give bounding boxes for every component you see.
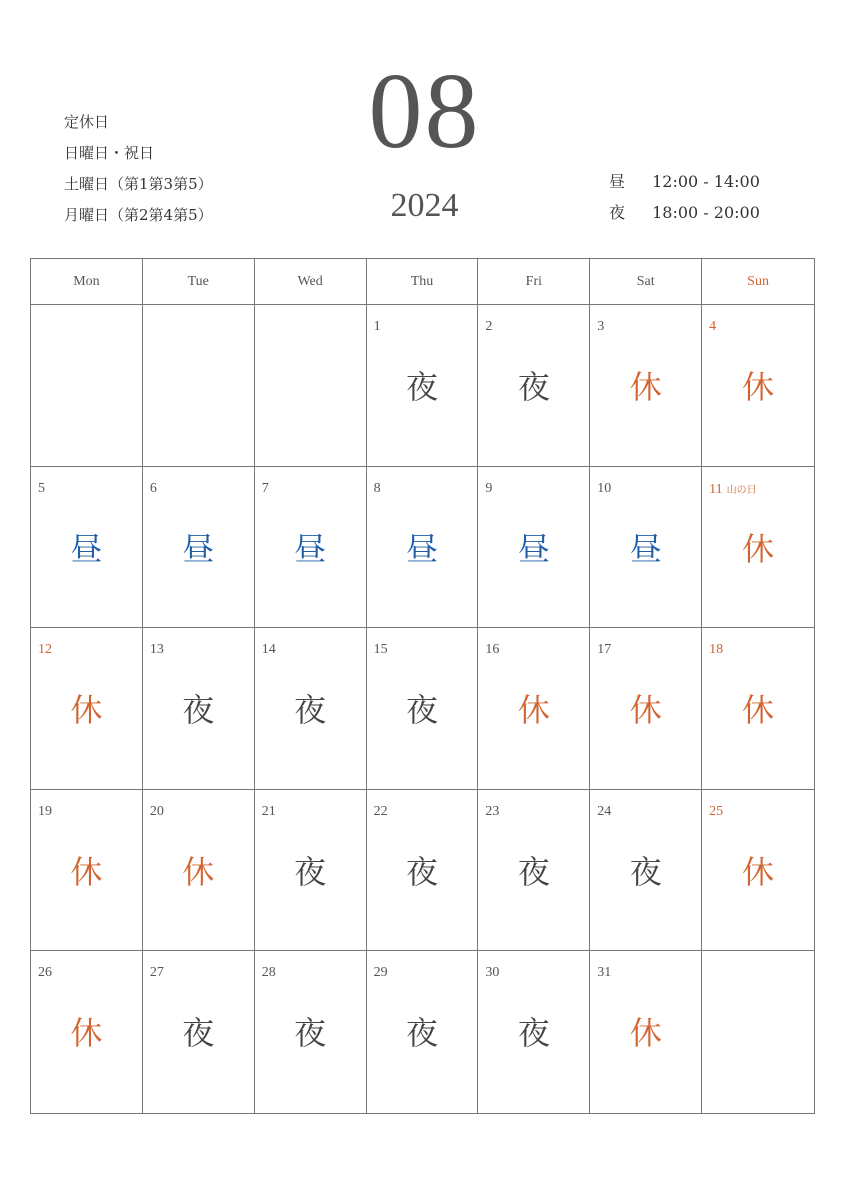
day-cell-13 — [143, 628, 255, 790]
dinner-time: 18:00 - 20:00 — [652, 203, 760, 222]
day-cell-7 — [255, 467, 367, 629]
day-cell-27 — [143, 951, 255, 1113]
status-night: 夜 — [405, 1014, 438, 1053]
weekday-header-sun: Sun — [702, 259, 814, 305]
day-number: 21 — [261, 803, 276, 819]
status-night: 夜 — [405, 852, 438, 891]
status-lunch: 昼 — [294, 529, 327, 568]
day-number: 23 — [485, 803, 500, 819]
month-title: 08 — [368, 52, 481, 171]
status-night: 夜 — [182, 1014, 215, 1053]
weekday-header-mon: Mon — [31, 259, 143, 305]
day-cell-30 — [478, 951, 590, 1113]
day-cell-18 — [702, 628, 814, 790]
status-closed: 休 — [742, 368, 775, 406]
status-closed: 休 — [629, 368, 662, 406]
day-cell-6 — [143, 467, 255, 629]
day-cell-19 — [31, 790, 143, 952]
status-lunch: 昼 — [629, 529, 662, 568]
status-closed: 休 — [517, 691, 550, 730]
weekday-header-wed: Wed — [255, 259, 367, 305]
day-cell-21 — [255, 790, 367, 952]
day-cell-1 — [367, 305, 479, 467]
day-number: 20 — [149, 803, 164, 819]
day-cell-8 — [367, 467, 479, 629]
day-number: 22 — [373, 803, 388, 819]
day-cell-25 — [702, 790, 814, 952]
weekday-header-thu: Thu — [367, 259, 479, 305]
day-number: 10 — [597, 480, 612, 496]
status-night: 夜 — [405, 368, 438, 406]
status-lunch: 昼 — [70, 529, 103, 568]
day-cell-29 — [367, 951, 479, 1113]
status-night: 夜 — [294, 852, 327, 891]
status-night: 夜 — [182, 691, 215, 730]
holiday-name: 山の日 — [726, 484, 757, 496]
day-number: 16 — [485, 642, 500, 658]
status-closed: 休 — [742, 691, 775, 730]
status-lunch: 昼 — [517, 529, 550, 568]
day-cell-2 — [478, 305, 590, 467]
status-lunch: 昼 — [182, 529, 215, 568]
day-cell-17 — [590, 628, 702, 790]
lunch-label: 昼 — [609, 172, 626, 191]
status-closed: 休 — [742, 852, 775, 891]
status-lunch: 昼 — [405, 529, 438, 568]
day-number: 12 — [38, 642, 52, 658]
day-number: 29 — [373, 965, 388, 981]
status-night: 夜 — [405, 691, 438, 730]
day-number: 5 — [38, 480, 45, 496]
day-number: 6 — [149, 480, 157, 496]
day-cell-10 — [590, 467, 702, 629]
day-number: 13 — [149, 642, 164, 658]
day-number: 31 — [597, 965, 612, 981]
day-cell-14 — [255, 628, 367, 790]
day-number: 18 — [709, 642, 724, 658]
day-cell-26 — [31, 951, 143, 1113]
status-closed: 休 — [70, 691, 103, 730]
day-number: 28 — [261, 965, 276, 981]
note-monday: 月曜日（第2第4第5） — [64, 206, 213, 224]
status-night: 夜 — [517, 368, 550, 406]
note-sunday-holiday: 日曜日・祝日 — [64, 144, 155, 162]
lunch-time: 12:00 - 14:00 — [652, 172, 760, 191]
weekday-header-fri: Fri — [478, 259, 590, 305]
day-number: 4 — [709, 319, 717, 334]
day-number: 25 — [709, 803, 724, 819]
status-closed: 休 — [629, 691, 662, 730]
day-cell-11 — [702, 467, 814, 629]
status-night: 夜 — [517, 852, 550, 891]
empty-day-cell — [702, 951, 814, 1113]
empty-day-cell — [143, 305, 255, 467]
status-night: 夜 — [294, 1014, 327, 1053]
day-number: 24 — [597, 803, 612, 819]
day-cell-24 — [590, 790, 702, 952]
dinner-hours — [609, 197, 760, 228]
day-number: 17 — [597, 642, 612, 658]
day-cell-3 — [590, 305, 702, 467]
status-night: 夜 — [517, 1014, 550, 1053]
day-number: 15 — [373, 642, 388, 658]
day-cell-4 — [702, 305, 814, 467]
day-cell-12 — [31, 628, 143, 790]
day-number: 2 — [485, 319, 493, 334]
day-cell-16 — [478, 628, 590, 790]
day-cell-5 — [31, 467, 143, 629]
day-number: 3 — [597, 319, 605, 334]
empty-day-cell — [255, 305, 367, 467]
lunch-hours — [609, 166, 760, 197]
day-number: 8 — [373, 480, 381, 496]
day-number: 11 山の日 — [709, 481, 757, 497]
day-number: 9 — [485, 480, 493, 496]
status-night: 夜 — [294, 691, 327, 730]
day-cell-28 — [255, 951, 367, 1113]
status-closed: 休 — [70, 852, 103, 891]
day-number: 30 — [485, 965, 500, 981]
status-closed: 休 — [70, 1014, 103, 1053]
year-title: 2024 — [390, 187, 459, 224]
day-cell-31 — [590, 951, 702, 1113]
day-number: 19 — [38, 803, 52, 819]
business-hours — [609, 166, 760, 228]
status-closed: 休 — [629, 1014, 662, 1053]
day-number: 27 — [149, 965, 164, 981]
weekday-header-sat: Sat — [590, 259, 702, 305]
status-closed: 休 — [182, 852, 215, 891]
day-number: 7 — [261, 480, 269, 496]
day-cell-9 — [478, 467, 590, 629]
dinner-label: 夜 — [609, 203, 626, 222]
day-cell-20 — [143, 790, 255, 952]
day-number: 14 — [261, 642, 276, 658]
calendar-grid — [30, 258, 815, 1114]
day-number: 26 — [38, 965, 52, 981]
day-cell-15 — [367, 628, 479, 790]
note-saturday: 土曜日（第1第3第5） — [64, 175, 213, 193]
status-night: 夜 — [629, 852, 662, 891]
day-cell-22 — [367, 790, 479, 952]
day-number: 1 — [373, 319, 381, 334]
empty-day-cell — [31, 305, 143, 467]
day-cell-23 — [478, 790, 590, 952]
weekday-header-tue: Tue — [143, 259, 255, 305]
notes-title: 定休日 — [64, 113, 110, 131]
status-closed: 休 — [742, 529, 775, 568]
